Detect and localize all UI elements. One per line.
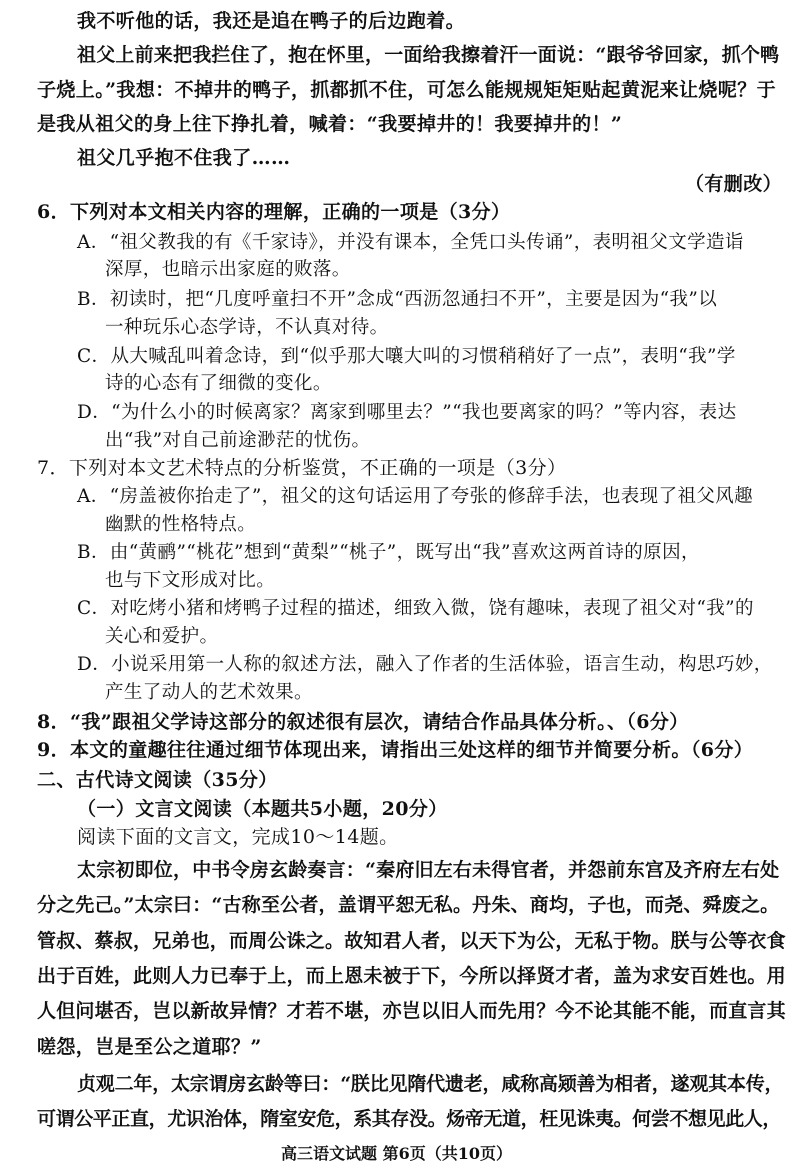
classical-line-7: 贞观二年，太宗谓房玄龄等曰：“朕比见隋代遗老，咸称高颎善为相者，遂观其本传， <box>77 1073 784 1095</box>
classical-line-6: 嗟怨，岂是至公之道耶？” <box>37 1036 262 1058</box>
question-6-option-b-cont: 一种玩乐心态学诗，不认真对待。 <box>105 317 389 338</box>
question-7-option-b: B．由“黄鹂”“桃花”想到“黄梨”“桃子”，既写出“我”喜欢这两首诗的原因， <box>77 542 700 563</box>
question-7-option-b-cont: 也与下文形成对比。 <box>105 570 276 591</box>
passage-paragraph-2-line-3: 是我从祖父的身上往下挣扎着，喊着：“我要掉井的！我要掉井的！” <box>37 113 623 135</box>
question-6-option-a: A．“祖父教我的有《千家诗》，并没有课本，全凭口头传诵”，表明祖父文学造诣 <box>77 232 744 253</box>
question-7-option-d: D．小说采用第一人称的叙述方法，融入了作者的生活体验，语言生动，构思巧妙， <box>77 654 773 675</box>
question-6-option-d-cont: 出“我”对自己前途渺茫的忧伤。 <box>105 430 371 451</box>
question-7-option-a: A．“房盖被你抬走了”，祖父的这句话运用了夸张的修辞手法，也表现了祖父风趣 <box>77 486 754 507</box>
passage-paragraph-2-line-2: 子烧上。”我想：不掉井的鸭子，抓都抓不住，可怎么能规规矩矩贴起黄泥来让烧呢？于 <box>37 79 777 101</box>
question-6-option-c-cont: 诗的心态有了细微的变化。 <box>105 373 332 394</box>
question-8: 8．“我”跟祖父学诗这部分的叙述很有层次，请结合作品具体分析。、（6分） <box>37 711 689 733</box>
section-2-title: 二、古代诗文阅读（35分） <box>37 769 278 791</box>
page-footer: 高三语文试题 第6页（共10页） <box>281 1144 512 1163</box>
question-7-option-c-cont: 关心和爱护。 <box>105 626 219 647</box>
abridged-note: （有删改） <box>685 173 783 195</box>
question-9: 9．本文的童趣往往通过细节体现出来，请指出三处这样的细节并简要分析。（6分） <box>37 739 754 761</box>
question-7-option-c: C．对吃烤小猪和烤鸭子过程的描述，细致入微，饶有趣味，表现了祖父对“我”的 <box>77 598 754 619</box>
classical-line-8: 可谓公平正直，尤识治体，隋室安危，系其存没。炀帝无道，枉见诛夷。何尝不想见此人， <box>37 1108 782 1130</box>
question-6-option-b: B．初读时，把“几度呼童扫不开”念成“西沥忽通扫不开”，主要是因为“我”以 <box>77 289 718 310</box>
question-7-option-d-cont: 产生了动人的艺术效果。 <box>105 682 313 703</box>
question-7-option-a-cont: 幽默的性格特点。 <box>105 514 257 535</box>
classical-line-4: 出于百姓，此则人力已奉于上，而上恩未被于下，今所以择贤才者，盖为求安百姓也。用 <box>37 965 786 987</box>
question-6-stem: 6．下列对本文相关内容的理解，正确的一项是（3分） <box>37 201 511 223</box>
classical-line-2: 分之先己。”太宗曰：“古称至公者，盖谓平恕无私。丹朱、商均，子也，而尧、舜废之。 <box>37 894 780 916</box>
passage-paragraph-2-line-1: 祖父上前来把我拦住了，抱在怀里，一面给我擦着汗一面说：“跟爷爷回家，抓个鸭 <box>77 44 780 66</box>
passage-paragraph-3: 祖父几乎抱不住我了…… <box>77 147 291 169</box>
question-6-option-a-cont: 深厚，也暗示出家庭的败落。 <box>105 259 351 280</box>
reading-instruction: 阅读下面的文言文，完成10～14题。 <box>77 826 399 848</box>
passage-paragraph-1: 我不听他的话，我还是追在鸭子的后边跑着。 <box>77 10 466 32</box>
subsection-1-title: （一）文言文阅读（本题共5小题，20分） <box>77 798 448 820</box>
question-6-option-d: D．“为什么小的时候离家？离家到哪里去？”“我也要离家的吗？”等内容，表达 <box>77 402 737 423</box>
classical-line-3: 管叔、蔡叔，兄弟也，而周公诛之。故知君人者，以天下为公，无私于物。朕与公等衣食 <box>37 930 786 952</box>
question-6-option-c: C．从大喊乱叫着念诗，到“似乎那大嚷大叫的习惯稍稍好了一点”，表明“我”学 <box>77 346 736 367</box>
classical-line-5: 人但问堪否，岂以新故异情？才若不堪，亦岂以旧人而先用？今不论其能不能，而直言其 <box>37 1000 786 1022</box>
question-7-stem: 7．下列对本文艺术特点的分析鉴赏，不正确的一项是（3分） <box>37 457 567 479</box>
classical-line-1: 太宗初即位，中书令房玄龄奏言：“秦府旧左右未得官者，并怨前东宫及齐府左右处 <box>77 859 780 881</box>
